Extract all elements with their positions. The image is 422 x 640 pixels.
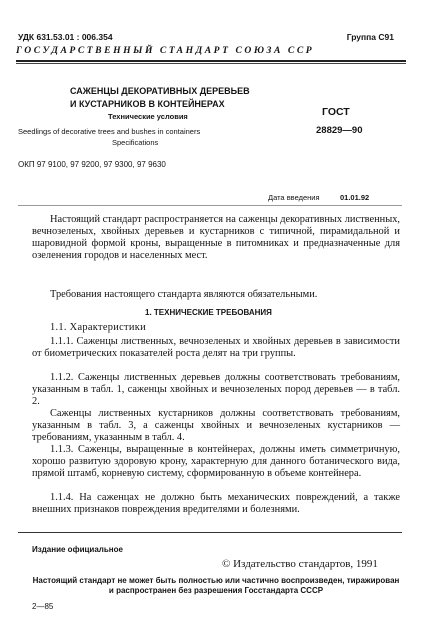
gost-number: 28829—90 [316, 125, 363, 136]
standard-title-line1: САЖЕНЦЫ ДЕКОРАТИВНЫХ ДЕРЕВЬЕВ [70, 86, 250, 96]
header-rule-thick [16, 60, 406, 62]
mandatory-paragraph: Требования настоящего стандарта являются обязательными. [50, 289, 318, 300]
scope-paragraph: Настоящий стандарт распространяется на саженцы декоративных лиственных, вечнозеленых, хвойных деревьев и кустарников с типичной, пирамидальной и шаровидной формой кроны, выращенные в питомниках и предназначенные для озеленения городов и населенных мест. [32, 214, 400, 261]
clause-1-1-4: 1.1.4. На саженцах не должно быть механических повреждений, а также внешних признаков повреждения вредителями и болезнями. [32, 492, 400, 515]
udk-code: УДК 631.53.01 : 006.354 [18, 32, 113, 42]
clause-1-1-1: 1.1.1. Саженцы лиственных, вечнозеленых и хвойных деревьев в зависимости от биометрических показателей роста делят на три группы. [32, 336, 400, 359]
standard-title [70, 85, 250, 111]
effective-date-value: 01.01.92 [340, 193, 370, 202]
gost-label: ГОСТ [322, 106, 350, 118]
page-code: 2—85 [32, 602, 54, 611]
group-code: Группа С91 [346, 32, 394, 42]
edition-label: Издание официальное [32, 545, 123, 554]
document-series-title: ГОСУДАРСТВЕННЫЙ СТАНДАРТ СОЮЗА ССР [16, 45, 315, 56]
standard-subtitle: Технические условия [108, 112, 188, 121]
header-rule-thin [16, 63, 406, 64]
clause-1-1-heading: 1.1. Характеристики [50, 322, 146, 333]
effective-date-label: Дата введения [268, 193, 320, 202]
english-subtitle: Specifications [112, 138, 159, 147]
clause-1-1-2-shrubs: Саженцы лиственных кустарников должны соответствовать требованиям, указанным в табл. 3, а саженцы хвойных и вечнозеленых кустарников — требованиям, указанным в табл. 4. [32, 408, 400, 443]
reproduction-notice: Настоящий стандарт не может быть полностью или частично воспроизведен, тиражирован и распространен без разрешения Госстандарта СССР [32, 576, 400, 595]
standard-title-line2: И КУСТАРНИКОВ В КОНТЕЙНЕРАХ [70, 99, 225, 109]
copyright-line: © Издательство стандартов, 1991 [222, 558, 378, 570]
clause-1-1-3: 1.1.3. Саженцы, выращенные в контейнерах, должны иметь симметричную, хорошо развитую здоровую крону, характерную для данного ботанического вида, прямой штамб, корневую систему, сформированную в объеме контейнера. [32, 444, 400, 479]
footer-rule [18, 532, 402, 533]
clause-1-1-2: 1.1.2. Саженцы лиственных деревьев должны соответствовать требованиям, указанным в табл. 1, саженцы хвойных и вечнозеленых пород деревьев — в табл. 2. [32, 372, 400, 407]
okp-codes: ОКП 97 9100, 97 9200, 97 9300, 97 9630 [18, 160, 166, 169]
date-rule [18, 205, 402, 206]
english-title: Seedlings of decorative trees and bushes in containers [18, 127, 201, 136]
section-heading: 1. ТЕХНИЧЕСКИЕ ТРЕБОВАНИЯ [145, 308, 272, 317]
